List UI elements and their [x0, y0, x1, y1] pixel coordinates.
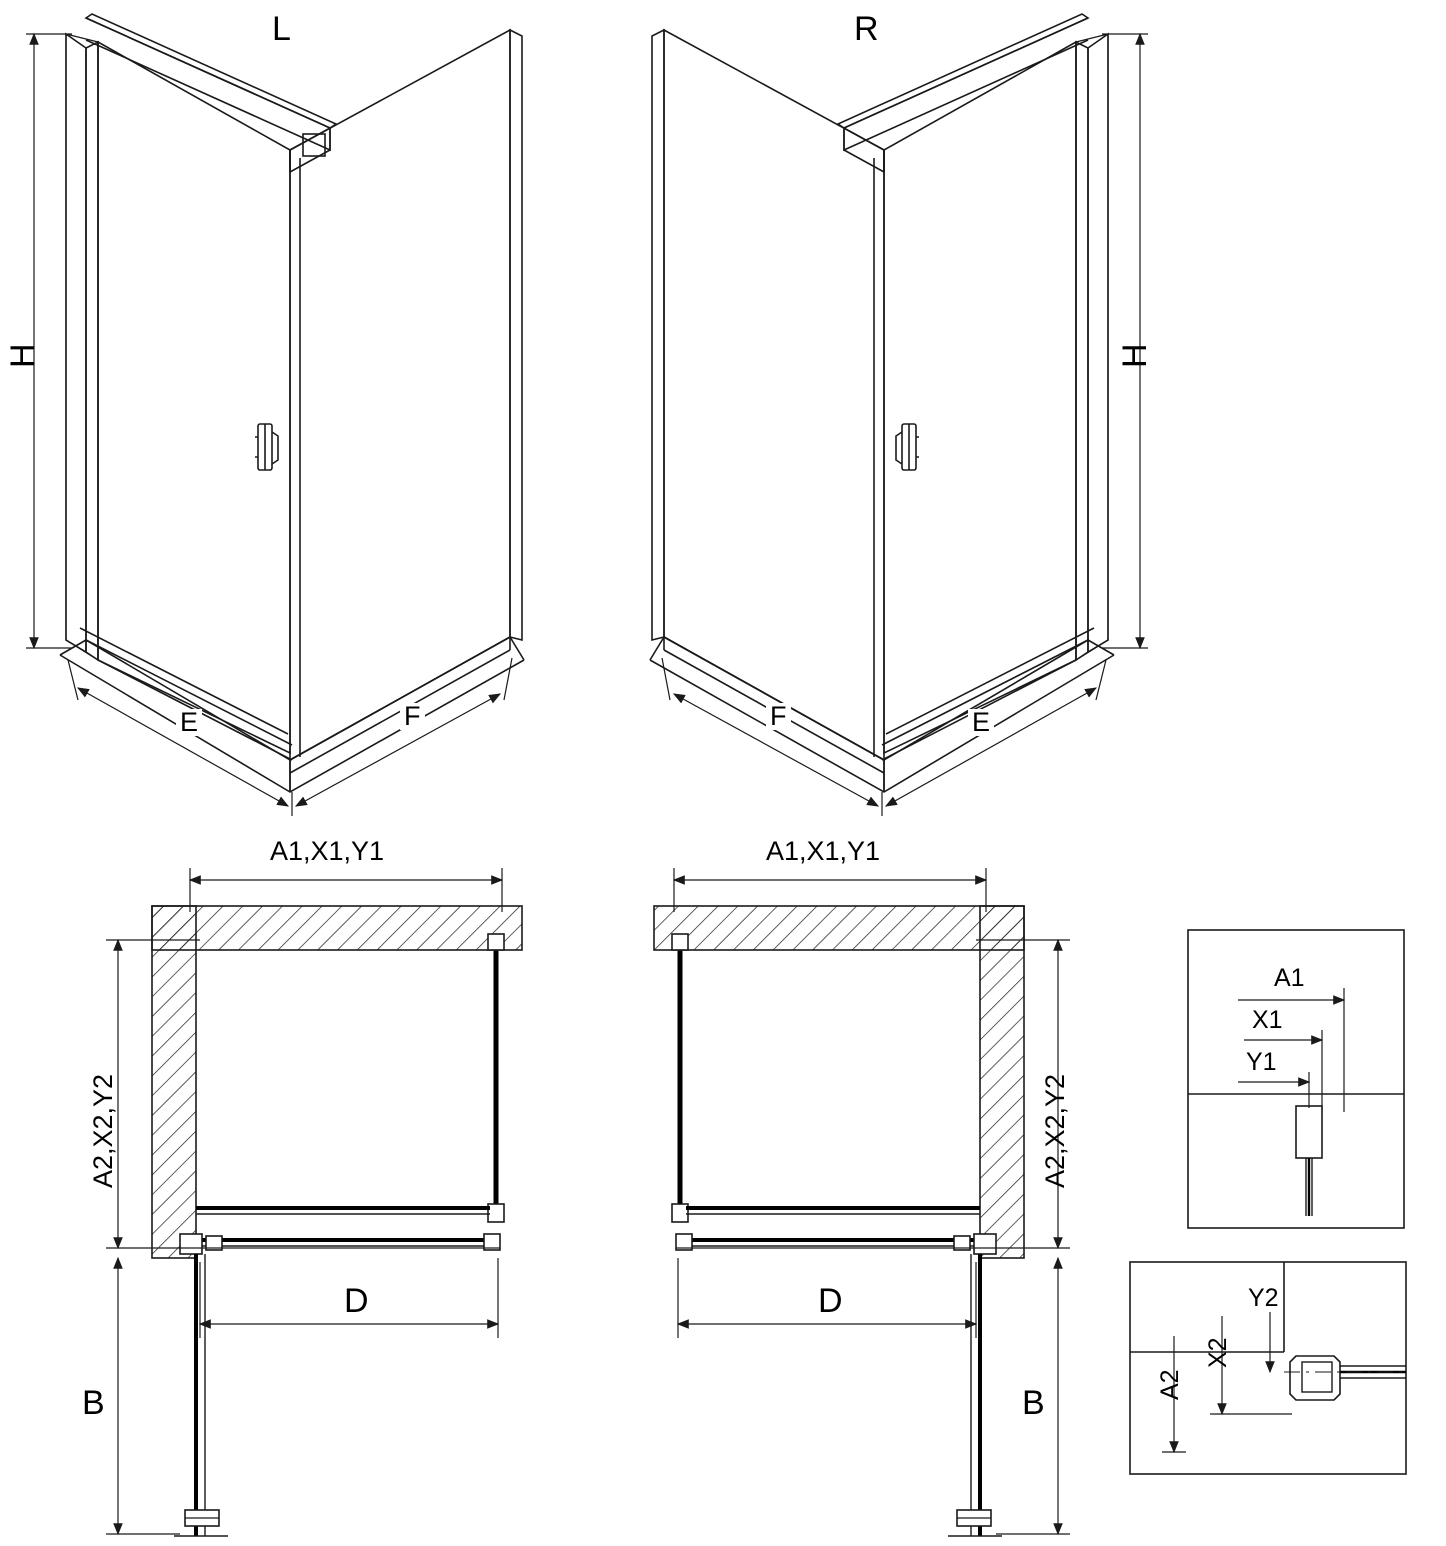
- plan-left-swing-dim-label: B: [82, 1384, 105, 1422]
- plan-right-swing-dim-label: B: [1022, 1384, 1045, 1422]
- plan-left-side-dim-label: A2,X2,Y2: [88, 1073, 118, 1188]
- detail-lower-label-y2: Y2: [1248, 1284, 1279, 1312]
- iso-right-panel: [838, 10, 1108, 760]
- iso-right-door: [652, 30, 884, 792]
- iso-left-base: [60, 637, 524, 792]
- plan-right-side-dim-label: A2,X2,Y2: [1040, 1073, 1070, 1188]
- iso-left-base-label-e: E: [176, 709, 202, 736]
- iso-right-base: [650, 637, 1114, 792]
- iso-right-height-label: H: [1116, 343, 1154, 368]
- detail-upper-label-y1: Y1: [1246, 1048, 1277, 1076]
- detail-lower-label-x2: X2: [1204, 1337, 1232, 1368]
- detail-upper-label-a1: A1: [1274, 964, 1305, 992]
- iso-right-base-label-e: E: [968, 709, 994, 736]
- iso-right-handle: [896, 424, 919, 470]
- plan-right-top-dim-label: A1,X1,Y1: [766, 836, 881, 866]
- iso-right-variant-label: R: [854, 10, 879, 48]
- plan-right: [654, 868, 1070, 1536]
- plan-left-inner-dim-label: D: [338, 1284, 375, 1318]
- plan-left-top-dim-label: A1,X1,Y1: [270, 836, 385, 866]
- iso-left-variant-label: L: [272, 10, 291, 48]
- detail-lower-label-a2: A2: [1156, 1369, 1184, 1400]
- iso-left-handle: [255, 424, 278, 470]
- iso-right-base-label-f: F: [766, 703, 791, 730]
- iso-left-height-dim: [26, 34, 72, 648]
- iso-left-base-label-f: F: [400, 703, 425, 730]
- iso-left-height-label: H: [4, 343, 42, 368]
- iso-left-panel: [66, 10, 336, 760]
- detail-upper-label-x1: X1: [1252, 1006, 1283, 1034]
- iso-right-height-dim: [1102, 34, 1148, 648]
- plan-left: [106, 868, 522, 1536]
- plan-right-inner-dim-label: D: [812, 1284, 849, 1318]
